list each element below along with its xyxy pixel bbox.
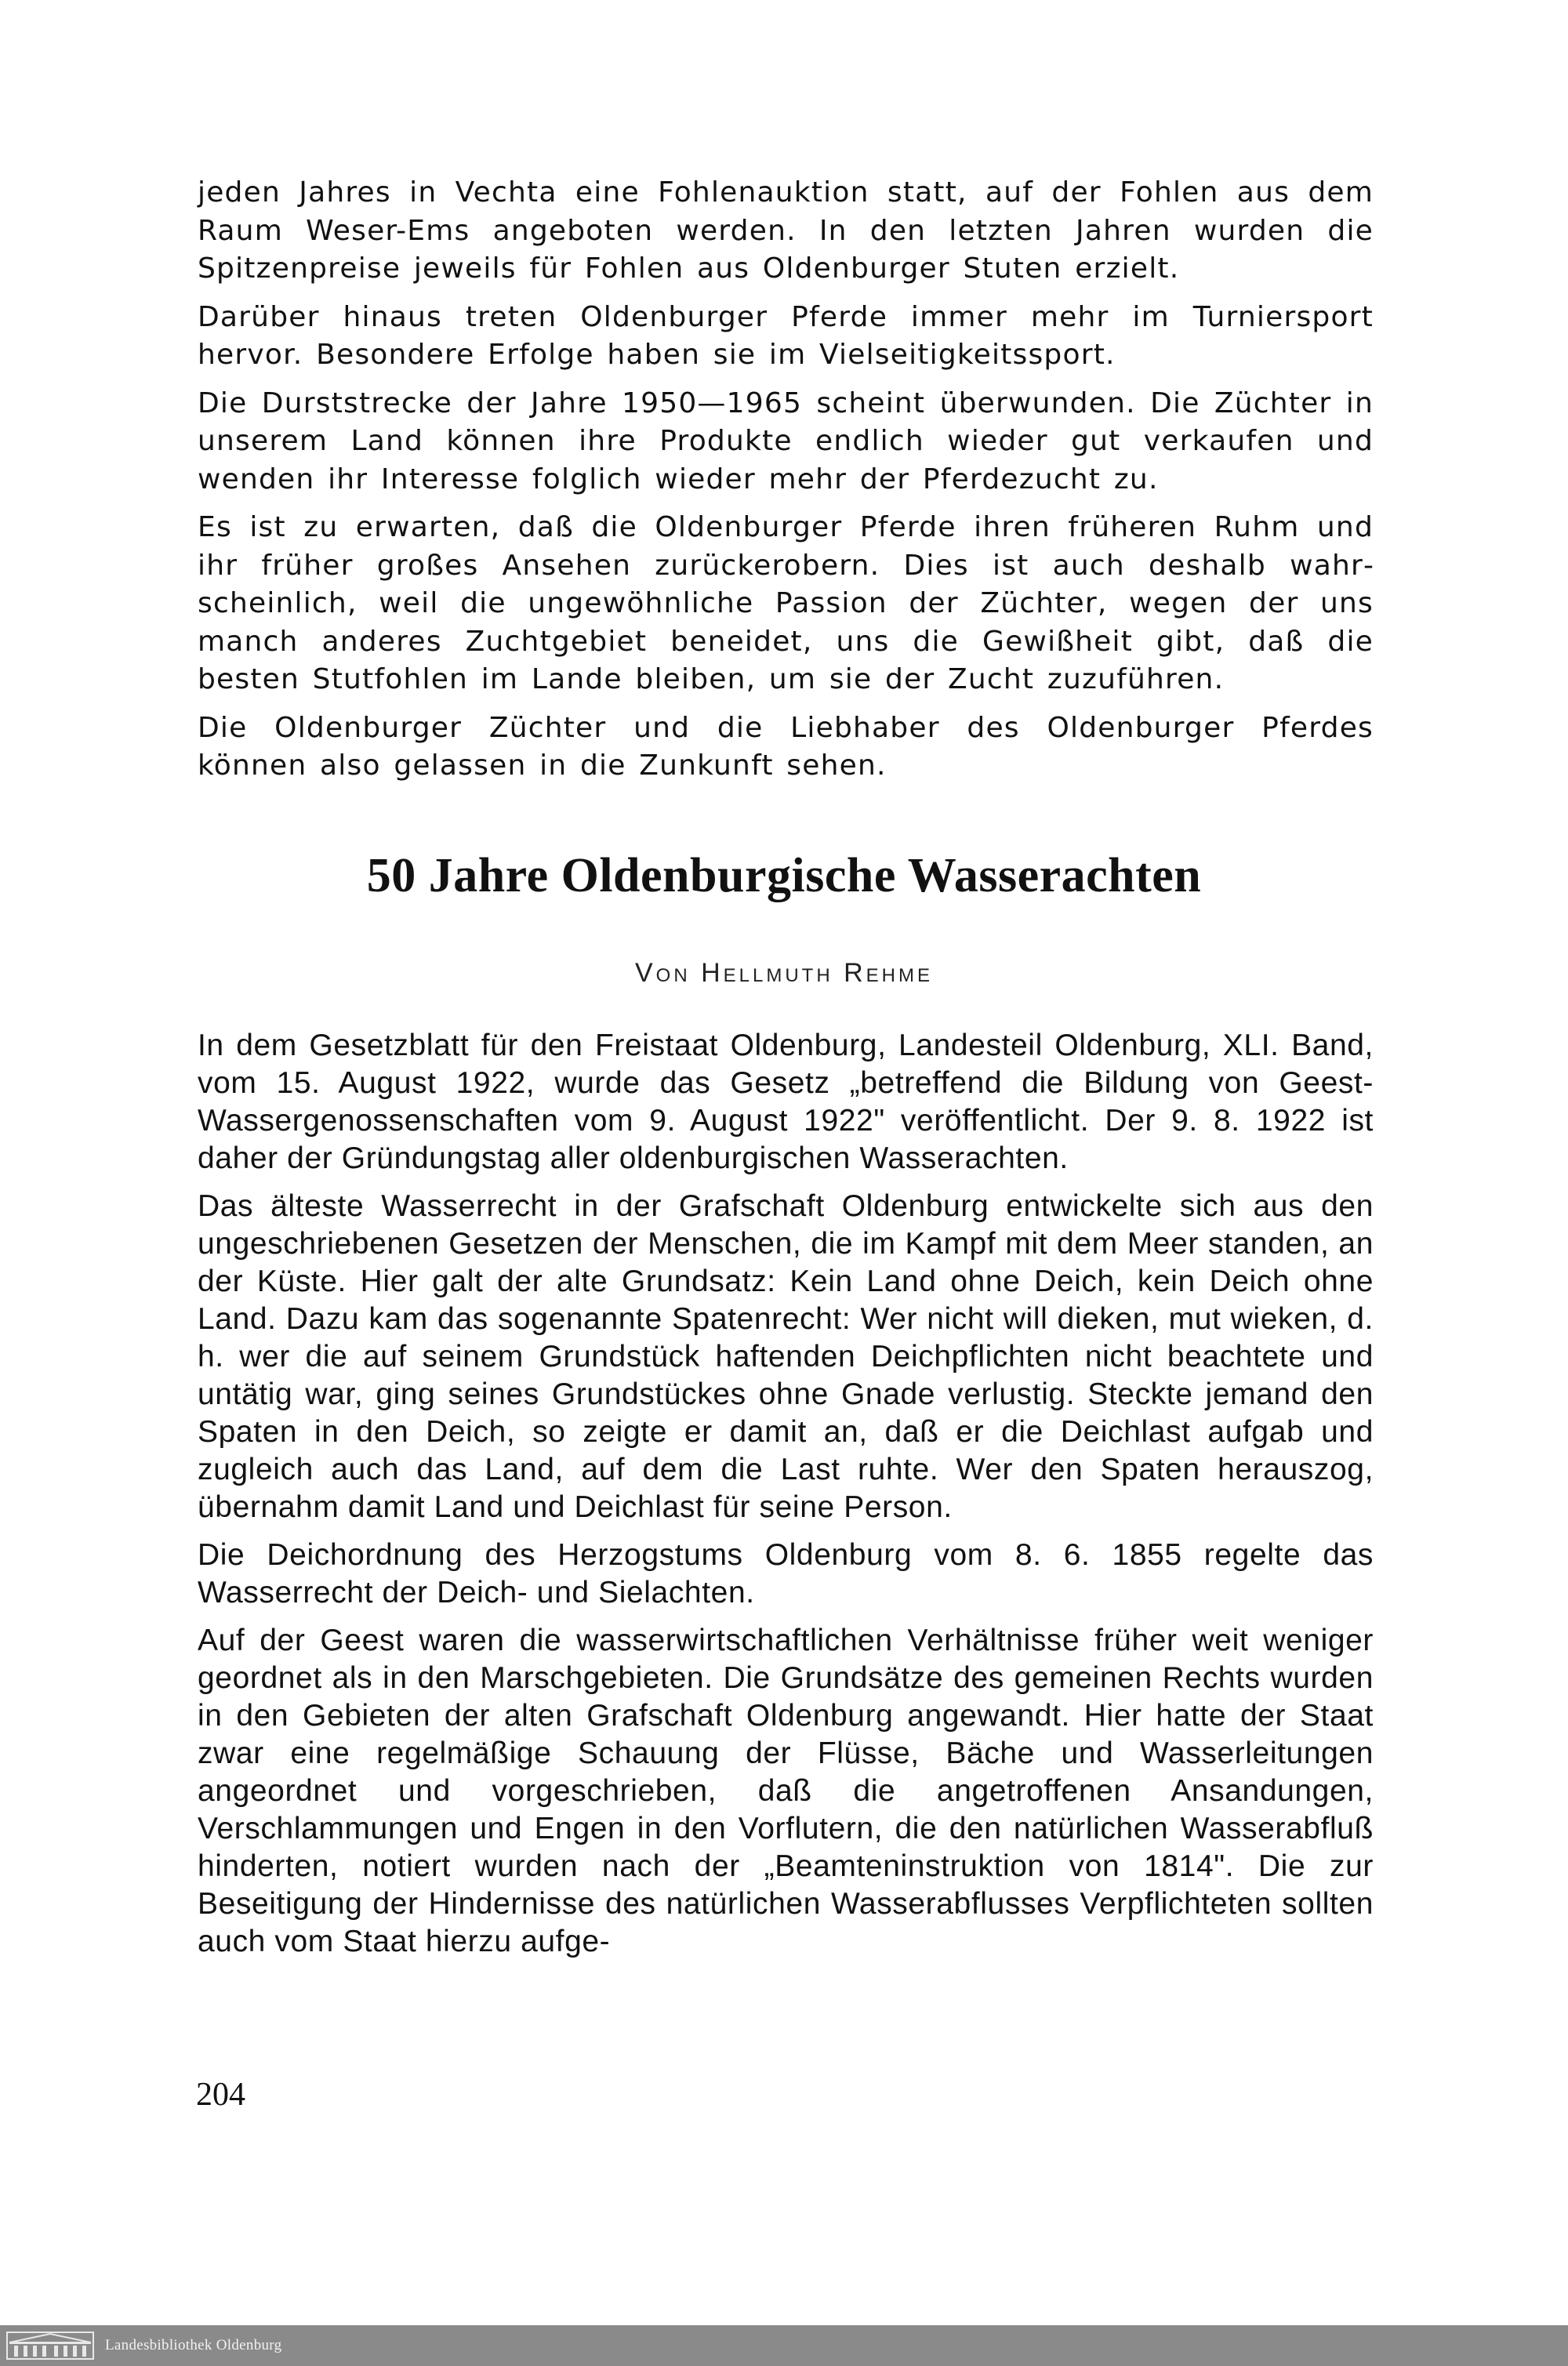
intro-paragraph: Darüber hinaus treten Oldenburger Pferde immer mehr im Turniersport hervor. Besondere Erfolge haben sie im Vielseitigkeitssport.	[198, 300, 1374, 371]
library-name: Landesbibliothek Oldenburg	[105, 2337, 282, 2353]
page-number: 204	[196, 2077, 245, 2113]
intro-paragraph: Die Oldenburger Züchter und die Liebhaber des Oldenburger Pferdes können also gelassen in die Zunkunft sehen.	[198, 711, 1374, 782]
article-paragraph: Das älteste Wasserrecht in der Grafschaft Oldenburg entwickelte sich aus den ungeschriebenen Gesetzen der Menschen, die im Kampf mit dem Meer standen, an der Küste. Hier galt der alte Grundsatz: Kein Land ohne Deich, kein Deich ohne Land. Dazu kam das sogenannte Spatenrecht: Wer nicht will dieken, mut wieken, d. h. wer die auf seinem Grundstück haftenden Deichpflichten nicht beachtete und untätig war, ging seines Grundstückes ohne Gnade verlustig. Steckte jemand den Spaten in den Deich, so zeigte er damit an, daß er die Deichlast aufgab und zugleich auch das Land, auf dem die Last ruhte. Wer den Spaten herauszog, übernahm damit Land und Deichlast für seine Person.	[198, 1189, 1374, 1524]
article-body	[198, 1027, 1374, 1971]
article-paragraph: Auf der Geest waren die wasserwirtschaftlichen Verhältnisse früher weit weniger geordnet als in den Marschgebieten. Die Grundsätze des gemeinen Rechts wurden in den Gebieten der alten Grafschaft Oldenburg angewandt. Hier hatte der Staat zwar eine regelmäßige Schauung der Flüsse, Bäche und Wasserleitungen angeordnet und vorgeschrieben, daß die angetroffenen Ansandungen, Verschlammungen und Engen in den Vorflutern, die den natürlichen Wasserabfluß hinderten, notiert wurden nach der „Beamteninstruktion von 1814". Die zur Beseitigung der Hindernisse des natürlichen Wasserabflusses Verpflichteten sollten auch vom Staat hierzu aufge-	[198, 1624, 1374, 1958]
article-byline: Von Hellmuth Rehme	[634, 958, 934, 988]
intro-text-block	[198, 174, 1374, 796]
footer-bar	[0, 2325, 1568, 2366]
article-paragraph: In dem Gesetzblatt für den Freistaat Oldenburg, Landesteil Oldenburg, XLI. Band, vom 15. August 1922, wurde das Gesetz „betreffend die Bildung von Geest-Wassergenossenschaften vom 9. August 1922" veröffentlicht. Der 9. 8. 1922 ist daher der Gründungstag aller oldenburgischen Wasserachten.	[198, 1029, 1374, 1175]
library-building-icon	[6, 2332, 94, 2360]
intro-paragraph: jeden Jahres in Vechta eine Fohlenauktion statt, auf der Fohlen aus dem Raum Weser-Ems angeboten werden. In den letzten Jahren wurden die Spitzenpreise jeweils für Fohlen aus Oldenburger Stuten erzielt.	[198, 176, 1374, 285]
intro-paragraph: Es ist zu erwarten, daß die Oldenburger Pferde ihren früheren Ruhm und ihr früher großes Ansehen zurückerobern. Dies ist auch deshalb wahrscheinlich, weil die ungewöhnliche Passion der Züchter, wegen der uns manch anderes Zuchtgebiet beneidet, uns die Gewißheit gibt, daß die besten Stutfohlen im Lande bleiben, um sie der Zucht zuzuführen.	[198, 511, 1374, 695]
article-paragraph: Die Deichordnung des Herzogstums Oldenburg vom 8. 6. 1855 regelte das Wasserrecht der Deich- und Sielachten.	[198, 1538, 1374, 1609]
intro-paragraph: Die Durststrecke der Jahre 1950—1965 scheint überwunden. Die Züchter in unserem Land können ihre Produkte endlich wieder gut verkaufen und wenden ihr Interesse folglich wieder mehr der Pferdezucht zu.	[198, 386, 1374, 495]
article-title: 50 Jahre Oldenburgische Wasserachten	[366, 849, 1202, 902]
